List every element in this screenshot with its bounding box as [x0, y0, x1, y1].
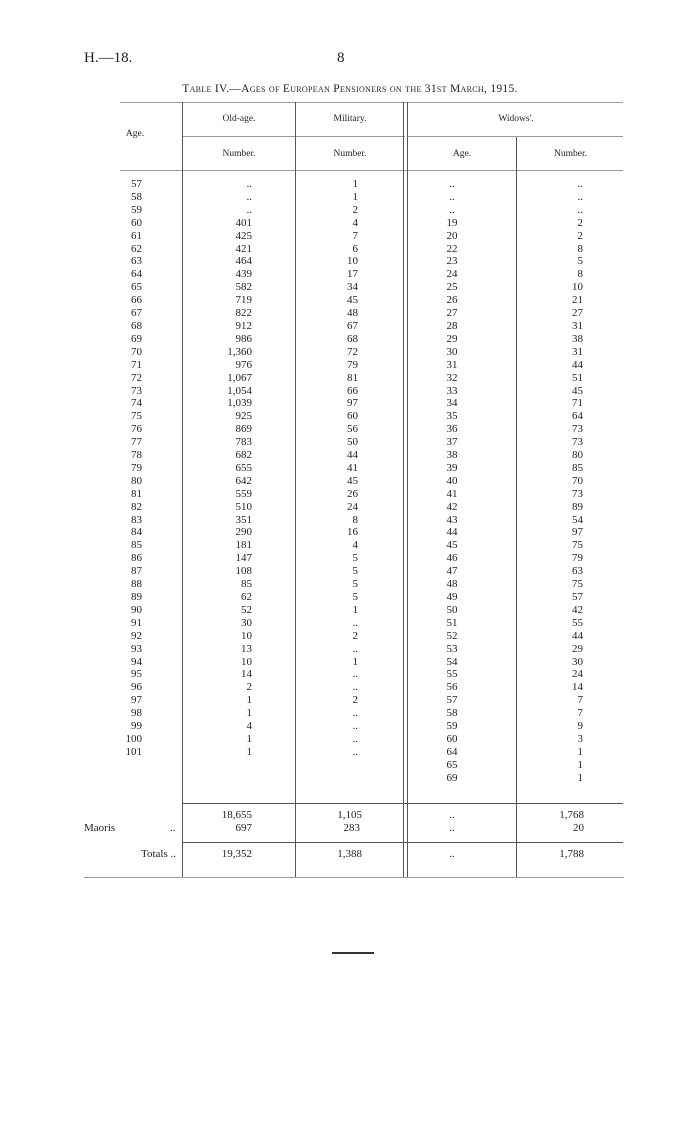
table-cell: 57 [131, 178, 142, 190]
table-cell: 5 [352, 565, 358, 578]
table-cell: 4 [246, 720, 252, 733]
table-cell: 31 [572, 345, 583, 358]
table-cell: 53 [446, 642, 458, 655]
table-cell: 1 [352, 190, 358, 203]
table-cell: 1 [352, 178, 358, 190]
table-cell: .. [449, 178, 455, 190]
table-cell: 1 [246, 707, 252, 720]
table-cell: 37 [446, 436, 458, 449]
table-cell: 92 [131, 629, 142, 642]
table-cell: 57 [572, 591, 583, 603]
column-rule-widows [516, 137, 517, 877]
table-cell: 58 [446, 707, 458, 720]
table-cell: 75 [572, 539, 583, 552]
table-cell: 66 [131, 294, 142, 307]
table-cell: 72 [131, 371, 142, 384]
table-cell: 30 [572, 655, 583, 668]
table-cell: 69 [131, 332, 142, 345]
column-rule-age [182, 102, 183, 877]
table-cell: 100 [125, 732, 142, 745]
table-cell: 70 [572, 474, 583, 487]
table-cell: 80 [131, 474, 142, 487]
table-cell: 45 [347, 294, 358, 307]
header-widows: Widows'. [498, 114, 534, 124]
table-cell: 60 [347, 410, 358, 423]
table-cell: 17 [347, 268, 358, 281]
table-cell: 71 [572, 397, 583, 410]
table-cell: 72 [347, 345, 358, 358]
table-cell: 56 [347, 423, 358, 436]
table-cell: 76 [131, 423, 142, 436]
table-cell: 62 [241, 591, 252, 603]
table-cell: 95 [131, 668, 142, 681]
table-cell: 74 [131, 397, 142, 410]
table-cell: 63 [131, 255, 142, 268]
table-cell: .. [577, 203, 583, 216]
table-title [0, 83, 700, 95]
table-cell: 101 [125, 745, 142, 758]
table-cell: 68 [131, 319, 142, 332]
table-cell: 73 [572, 423, 583, 436]
table-cell: 8 [352, 513, 358, 526]
maoris-widows-age: .. [449, 822, 455, 834]
totals-military: 1,388 [337, 848, 362, 860]
table-cell: 63 [572, 565, 583, 578]
table-cell: 4 [352, 539, 358, 552]
header-bottom-rule [120, 170, 623, 171]
table-cell: 68 [347, 332, 358, 345]
table-cell: 14 [241, 668, 252, 681]
maoris-leader-dots: .. [170, 822, 176, 834]
table-cell: 1 [246, 694, 252, 707]
table-cell: 41 [347, 461, 358, 474]
maoris-old-age: 697 [235, 822, 252, 834]
table-cell: 25 [446, 281, 458, 294]
table-cell: 96 [131, 681, 142, 694]
table-cell: 7 [577, 707, 583, 720]
table-cell: 869 [235, 423, 252, 436]
table-cell: 73 [572, 487, 583, 500]
table-cell: 1 [352, 655, 358, 668]
table-cell: 39 [446, 461, 458, 474]
table-cell: 28 [446, 319, 458, 332]
table-cell: 3 [577, 732, 583, 745]
table-cell: 42 [572, 603, 583, 616]
header-widows-number: Number. [554, 149, 587, 159]
table-cell: 44 [572, 358, 583, 371]
table-cell: 54 [446, 655, 458, 668]
table-cell: 89 [131, 591, 142, 603]
table-cell: 35 [446, 410, 458, 423]
document-reference: H.—18. [84, 50, 133, 66]
table-cell: 59 [131, 203, 142, 216]
table-cell: 90 [131, 603, 142, 616]
table-cell: 79 [572, 552, 583, 565]
table-cell: 88 [131, 578, 142, 591]
table-cell: 50 [446, 603, 458, 616]
table-cell: 108 [235, 565, 252, 578]
table-cell: .. [449, 203, 455, 216]
table-cell: .. [577, 178, 583, 190]
table-cell: 64 [446, 745, 458, 758]
table-cell: 642 [235, 474, 252, 487]
table-cell: 64 [131, 268, 142, 281]
table-cell: 10 [572, 281, 583, 294]
table-cell: 45 [572, 384, 583, 397]
table-cell: 60 [131, 216, 142, 229]
table-cell: 32 [446, 371, 458, 384]
header-military-number: Number. [333, 149, 367, 159]
table-cell: 67 [347, 319, 358, 332]
table-cell: 45 [446, 539, 458, 552]
subtotal-old-age: 18,655 [221, 809, 252, 821]
table-cell: 719 [235, 294, 252, 307]
table-cell: 559 [235, 487, 252, 500]
table-cell: 44 [347, 449, 358, 462]
totals-widows-age: .. [449, 848, 455, 860]
widows-number-column [545, 178, 583, 785]
table-cell: 8 [577, 242, 583, 255]
table-cell: .. [352, 720, 358, 733]
table-cell: 682 [235, 449, 252, 462]
column-rule-military-a [403, 102, 404, 877]
table-cell: 31 [446, 358, 458, 371]
table-cell: 79 [131, 461, 142, 474]
totals-widows-number: 1,788 [559, 848, 584, 860]
table-cell: 822 [235, 307, 252, 320]
table-cell: 51 [446, 616, 458, 629]
table-cell: 47 [446, 565, 458, 578]
table-cell: 51 [572, 371, 583, 384]
table-cell: 1 [577, 758, 583, 771]
maoris-label: Maoris [84, 822, 116, 834]
table-cell: 70 [131, 345, 142, 358]
table-cell: 1,054 [227, 384, 252, 397]
header-military: Military. [333, 114, 367, 124]
table-cell: 14 [572, 681, 583, 694]
table-cell: 20 [446, 229, 458, 242]
table-cell: 56 [446, 681, 458, 694]
table-cell: 50 [347, 436, 358, 449]
table-cell: 30 [241, 616, 252, 629]
table-cell: .. [246, 190, 252, 203]
table-cell: 73 [131, 384, 142, 397]
military-number-column [320, 178, 358, 759]
table-cell: 55 [572, 616, 583, 629]
table-cell: 7 [577, 694, 583, 707]
table-cell: 510 [235, 500, 252, 513]
table-cell: .. [246, 203, 252, 216]
table-cell: 44 [572, 629, 583, 642]
table-cell: 97 [347, 397, 358, 410]
table-cell: 24 [446, 268, 458, 281]
table-cell: 61 [131, 229, 142, 242]
table-cell: 147 [235, 552, 252, 565]
table-cell: 21 [572, 294, 583, 307]
old-age-number-column [196, 178, 252, 759]
table-cell: 16 [347, 526, 358, 539]
age-column [100, 178, 142, 759]
table-cell: 26 [347, 487, 358, 500]
table-cell: 1,360 [227, 345, 252, 358]
table-cell: 23 [446, 255, 458, 268]
table-cell: 26 [446, 294, 458, 307]
table-cell: 42 [446, 500, 458, 513]
table-cell: .. [352, 745, 358, 758]
table-cell: 1 [246, 732, 252, 745]
table-cell: 24 [572, 668, 583, 681]
table-cell: 8 [577, 268, 583, 281]
table-cell: 97 [572, 526, 583, 539]
table-cell: 976 [235, 358, 252, 371]
header-age: Age. [125, 129, 145, 139]
table-cell: 79 [347, 358, 358, 371]
table-cell: 43 [446, 513, 458, 526]
table-cell: 40 [446, 474, 458, 487]
table-cell: 44 [446, 526, 458, 539]
table-cell: 48 [446, 578, 458, 591]
table-cell: 75 [572, 578, 583, 591]
table-cell: 1,039 [227, 397, 252, 410]
table-cell: 10 [241, 655, 252, 668]
header-widows-age: Age. [452, 149, 472, 159]
table-top-rule [120, 102, 623, 103]
table-cell: 91 [131, 616, 142, 629]
table-cell: 9 [577, 720, 583, 733]
subtotal-military: 1,105 [337, 809, 362, 821]
table-cell: 29 [446, 332, 458, 345]
maoris-military: 283 [343, 822, 360, 834]
table-cell: 24 [347, 500, 358, 513]
table-cell: 425 [235, 229, 252, 242]
table-cell: 5 [352, 578, 358, 591]
column-rule-old-age [295, 102, 296, 877]
table-cell: 5 [352, 552, 358, 565]
table-cell: 62 [131, 242, 142, 255]
table-cell: 67 [131, 307, 142, 320]
table-cell: 89 [572, 500, 583, 513]
table-cell: 4 [352, 216, 358, 229]
table-cell: 84 [131, 526, 142, 539]
table-cell: 38 [572, 332, 583, 345]
table-cell: 36 [446, 423, 458, 436]
table-cell: 55 [446, 668, 458, 681]
table-cell: 464 [235, 255, 252, 268]
table-cell: .. [352, 642, 358, 655]
table-cell: 181 [235, 539, 252, 552]
table-cell: 81 [131, 487, 142, 500]
table-cell: .. [352, 707, 358, 720]
table-cell: 69 [446, 771, 458, 784]
table-cell: 13 [241, 642, 252, 655]
table-cell: 45 [347, 474, 358, 487]
table-cell: 655 [235, 461, 252, 474]
table-cell: 783 [235, 436, 252, 449]
table-cell: 71 [131, 358, 142, 371]
table-cell: 85 [241, 578, 252, 591]
table-cell: 1 [246, 745, 252, 758]
table-cell: .. [352, 681, 358, 694]
table-cell: 49 [446, 591, 458, 603]
table-cell: 22 [446, 242, 458, 255]
header-old-age: Old-age. [222, 114, 256, 124]
subtotal-widows-number: 1,768 [559, 809, 584, 821]
table-cell: 401 [235, 216, 252, 229]
table-cell: 85 [572, 461, 583, 474]
table-cell: 986 [235, 332, 252, 345]
table-cell: 582 [235, 281, 252, 294]
subtotal-widows-age: .. [449, 809, 455, 821]
page-number: 8 [337, 50, 345, 66]
table-cell: 33 [446, 384, 458, 397]
table-cell: 85 [131, 539, 142, 552]
table-cell: 78 [131, 449, 142, 462]
table-cell: 54 [572, 513, 583, 526]
table-cell: 73 [572, 436, 583, 449]
table-cell: 65 [446, 758, 458, 771]
table-bottom-rule [84, 877, 624, 878]
table-cell: 34 [347, 281, 358, 294]
table-cell: 52 [446, 629, 458, 642]
table-cell: 87 [131, 565, 142, 578]
table-cell: 81 [347, 371, 358, 384]
table-cell: 2 [246, 681, 252, 694]
table-cell: 60 [446, 732, 458, 745]
table-cell: 38 [446, 449, 458, 462]
table-cell: 30 [446, 345, 458, 358]
table-cell: 99 [131, 720, 142, 733]
table-cell: 2 [577, 229, 583, 242]
maoris-widows-number: 20 [573, 822, 584, 834]
table-cell: 5 [577, 255, 583, 268]
table-cell: .. [246, 178, 252, 190]
column-rule-military-b [407, 102, 408, 877]
table-cell: 75 [131, 410, 142, 423]
table-cell: 290 [235, 526, 252, 539]
table-cell: .. [352, 732, 358, 745]
table-cell: 86 [131, 552, 142, 565]
table-cell: 52 [241, 603, 252, 616]
table-cell: 97 [131, 694, 142, 707]
table-cell: .. [352, 668, 358, 681]
totals-old-age: 19,352 [221, 848, 252, 860]
table-cell: 29 [572, 642, 583, 655]
table-cell: 2 [352, 203, 358, 216]
table-cell: 421 [235, 242, 252, 255]
table-cell: 27 [446, 307, 458, 320]
table-cell: 10 [241, 629, 252, 642]
header-old-age-number: Number. [222, 149, 256, 159]
table-cell: 31 [572, 319, 583, 332]
table-cell: 94 [131, 655, 142, 668]
table-cell: 48 [347, 307, 358, 320]
header-mid-rule-left [182, 136, 405, 137]
table-cell: 2 [352, 694, 358, 707]
table-cell: 925 [235, 410, 252, 423]
table-cell: 2 [577, 216, 583, 229]
table-cell: 83 [131, 513, 142, 526]
closing-rule [332, 952, 374, 954]
table-cell: 82 [131, 500, 142, 513]
table-cell: 1,067 [227, 371, 252, 384]
table-cell: 10 [347, 255, 358, 268]
table-cell: .. [352, 616, 358, 629]
table-cell: 351 [235, 513, 252, 526]
table-cell: 27 [572, 307, 583, 320]
table-title-prefix: Table IV. [182, 83, 230, 95]
table-cell: 1 [352, 603, 358, 616]
table-cell: 6 [352, 242, 358, 255]
table-cell: 7 [352, 229, 358, 242]
table-cell: .. [577, 190, 583, 203]
table-cell: 41 [446, 487, 458, 500]
table-cell: 1 [577, 745, 583, 758]
table-cell: 80 [572, 449, 583, 462]
table-cell: 77 [131, 436, 142, 449]
table-cell: 5 [352, 591, 358, 603]
table-cell: 58 [131, 190, 142, 203]
table-cell: 93 [131, 642, 142, 655]
table-cell: 66 [347, 384, 358, 397]
table-cell: 46 [446, 552, 458, 565]
table-cell: 57 [446, 694, 458, 707]
table-cell: 98 [131, 707, 142, 720]
totals-label: Totals .. [141, 848, 176, 860]
table-cell: 19 [446, 216, 458, 229]
table-cell: 34 [446, 397, 458, 410]
table-cell: 2 [352, 629, 358, 642]
table-cell: .. [449, 190, 455, 203]
table-cell: 912 [235, 319, 252, 332]
table-cell: 65 [131, 281, 142, 294]
table-cell: 64 [572, 410, 583, 423]
widows-age-column [432, 178, 472, 785]
table-title-text: —Ages of European Pensioners on the 31st March, 1915. [229, 83, 518, 95]
table-cell: 59 [446, 720, 458, 733]
table-cell: 439 [235, 268, 252, 281]
table-cell: 1 [577, 771, 583, 784]
